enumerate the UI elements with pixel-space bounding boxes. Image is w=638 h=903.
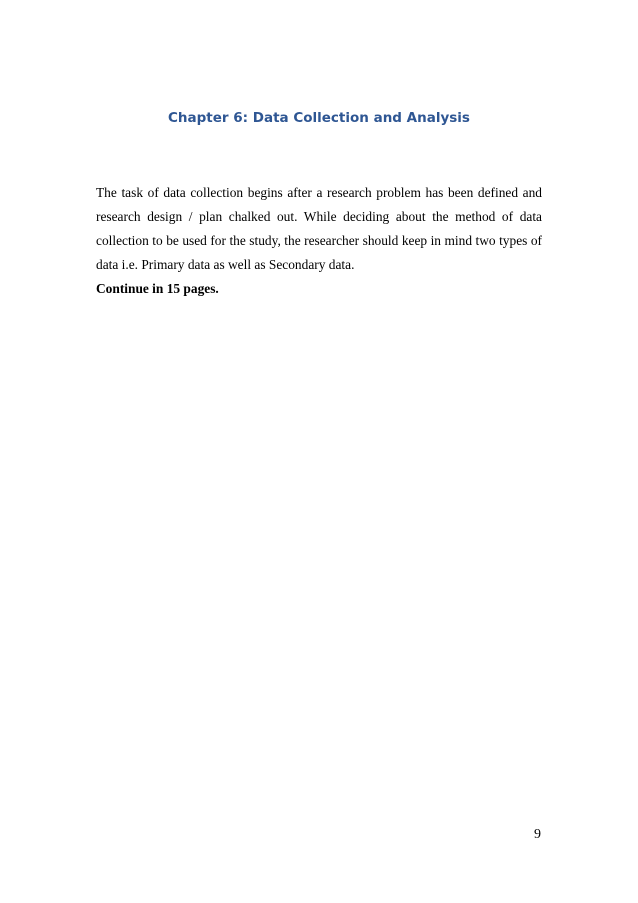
body-paragraph: The task of data collection begins after a research problem has been defined and research design / plan chalked out. While deciding about the method of data collection to be used for the study, the researcher should keep in mind two types of data i.e. Primary data as well as Secondary data. <box>96 185 542 272</box>
page-number: 9 <box>534 827 541 842</box>
continue-note: Continue in 15 pages. <box>96 281 219 296</box>
chapter-title: Chapter 6: Data Collection and Analysis <box>168 110 470 126</box>
